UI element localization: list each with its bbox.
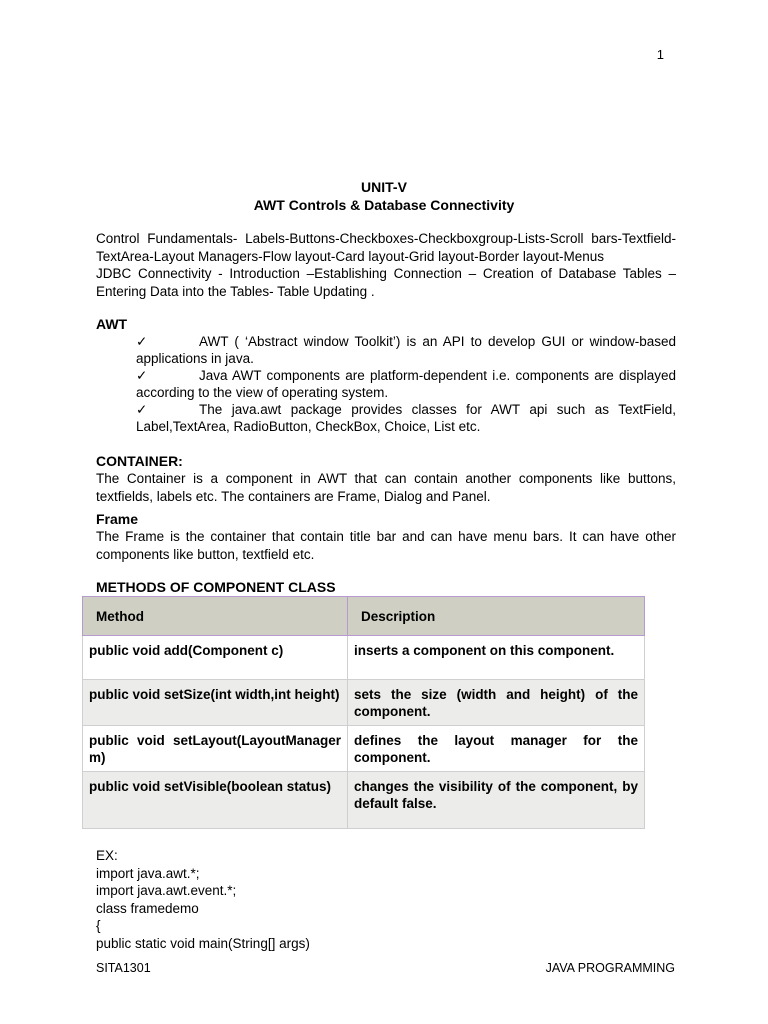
frame-heading: Frame bbox=[96, 511, 139, 527]
code-line: EX: bbox=[96, 848, 118, 863]
description-cell: defines the layout manager for the component. bbox=[348, 726, 645, 772]
footer-course-code: SITA1301 bbox=[96, 961, 151, 975]
list-item bbox=[136, 367, 676, 401]
bullet-text: Java AWT components are platform-dependent i.e. components are displayed according to the view of operating system. bbox=[136, 368, 676, 400]
syllabus-line-1: Control Fundamentals- Labels-Buttons-Checkboxes-Checkboxgroup-Lists-Scroll bars-Textfield-TextArea-Layout Managers-Flow layout-Card layout-Grid layout-Border layout-Menus bbox=[96, 231, 676, 264]
methods-heading: METHODS OF COMPONENT CLASS bbox=[96, 579, 336, 595]
code-line: class framedemo bbox=[96, 900, 199, 916]
container-heading: CONTAINER: bbox=[96, 453, 183, 469]
bullet-text: The java.awt package provides classes for AWT api such as TextField, Label,TextArea, RadioButton, CheckBox, Choice, List etc. bbox=[136, 402, 676, 434]
column-header-description: Description bbox=[348, 597, 645, 636]
table-header-row bbox=[83, 597, 645, 636]
unit-subtitle: AWT Controls & Database Connectivity bbox=[253, 197, 515, 213]
code-line: import java.awt.*; bbox=[96, 865, 200, 881]
frame-text: The Frame is the container that contain title bar and can have menu bars. It can have other components like button, textfield etc. bbox=[96, 529, 676, 562]
method-cell: public void add(Component c) bbox=[83, 636, 348, 680]
table-row bbox=[83, 772, 645, 829]
table-row bbox=[83, 636, 645, 680]
code-line: { bbox=[96, 918, 101, 933]
code-line: import java.awt.event.*; bbox=[96, 883, 237, 898]
code-line: public static void main(String[] args) bbox=[96, 935, 310, 951]
syllabus-line-2: JDBC Connectivity - Introduction –Establishing Connection – Creation of Database Tables – Entering Data into the Tables- Table Updating . bbox=[96, 266, 676, 299]
unit-title: UNIT-V bbox=[361, 179, 407, 195]
code-example bbox=[96, 847, 310, 952]
title-block bbox=[0, 178, 768, 214]
bullet-text: AWT ( ‘Abstract window Toolkit’) is an API to develop GUI or window-based applications in java. bbox=[136, 334, 676, 366]
description-cell: changes the visibility of the component, by default false. bbox=[348, 772, 645, 829]
footer-course-name: JAVA PROGRAMMING bbox=[545, 961, 675, 975]
method-cell: public void setLayout(LayoutManager m) bbox=[83, 726, 348, 772]
awt-heading: AWT bbox=[96, 316, 128, 332]
method-cell: public void setVisible(boolean status) bbox=[83, 772, 348, 829]
list-item bbox=[136, 401, 676, 435]
column-header-method: Method bbox=[83, 597, 348, 636]
awt-bullet-list bbox=[136, 333, 676, 435]
checkmark-icon: ✓ bbox=[136, 368, 148, 383]
table-row bbox=[83, 726, 645, 772]
checkmark-icon: ✓ bbox=[136, 402, 148, 417]
method-cell: public void setSize(int width,int height) bbox=[83, 680, 348, 726]
table-row bbox=[83, 680, 645, 726]
description-cell: sets the size (width and height) of the component. bbox=[348, 680, 645, 726]
syllabus bbox=[96, 230, 676, 300]
container-text: The Container is a component in AWT that can contain another components like buttons, textfields, labels etc. The containers are Frame, Dialog and Panel. bbox=[96, 471, 676, 504]
page-number: 1 bbox=[656, 47, 664, 62]
description-cell: inserts a component on this component. bbox=[348, 636, 645, 680]
list-item bbox=[136, 333, 676, 367]
checkmark-icon: ✓ bbox=[136, 334, 148, 349]
methods-table bbox=[82, 596, 645, 829]
